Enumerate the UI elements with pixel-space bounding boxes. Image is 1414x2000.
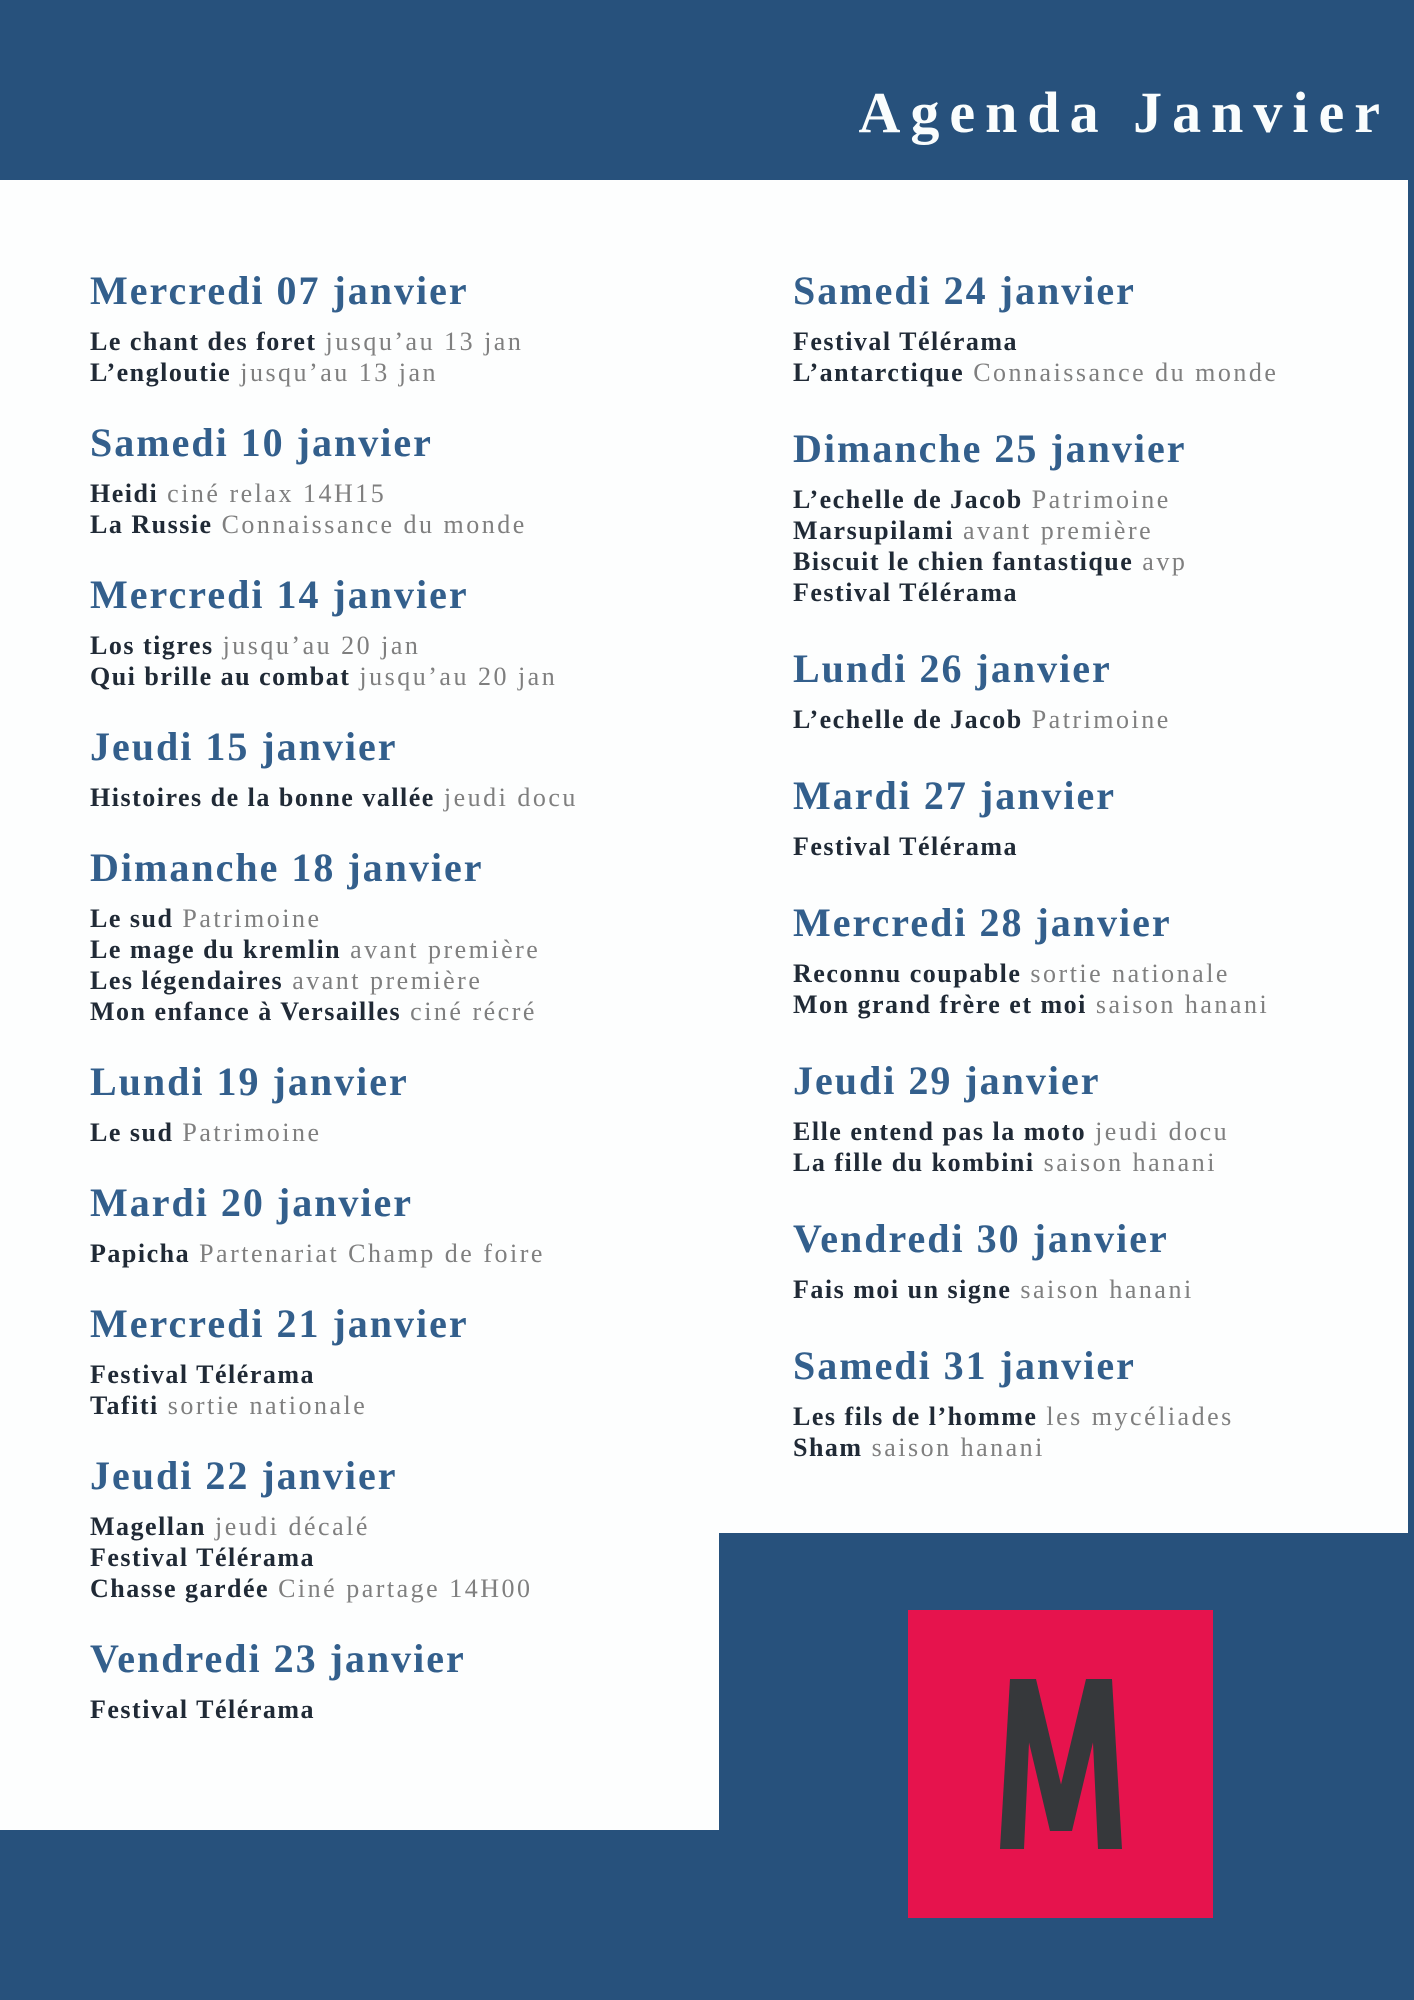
film-title: La Russie bbox=[90, 510, 213, 539]
day-section bbox=[793, 1058, 1393, 1178]
day-heading: Dimanche 18 janvier bbox=[90, 845, 484, 890]
screening-entry bbox=[90, 1542, 750, 1573]
film-title: La fille du kombini bbox=[793, 1148, 1035, 1177]
screening-entry bbox=[90, 326, 750, 357]
screening-entry bbox=[90, 1573, 750, 1604]
film-note: sortie nationale bbox=[1021, 959, 1230, 988]
day-heading: Samedi 31 janvier bbox=[793, 1343, 1136, 1388]
film-title: L’antarctique bbox=[793, 358, 965, 387]
day-heading: Samedi 24 janvier bbox=[793, 268, 1136, 313]
screening-entry bbox=[90, 478, 750, 509]
screening-entry bbox=[793, 1401, 1393, 1432]
screening-entry bbox=[793, 1274, 1393, 1305]
film-title: Papicha bbox=[90, 1239, 191, 1268]
film-note: jeudi docu bbox=[434, 783, 578, 812]
screening-entry bbox=[90, 661, 750, 692]
film-title: Qui brille au combat bbox=[90, 662, 351, 691]
screening-entry bbox=[90, 1694, 750, 1725]
film-note: sortie nationale bbox=[158, 1391, 368, 1420]
screening-entry bbox=[793, 1147, 1393, 1178]
day-section bbox=[90, 572, 750, 692]
day-heading: Mercredi 28 janvier bbox=[793, 900, 1172, 945]
film-note: jusqu’au 13 jan bbox=[231, 358, 439, 387]
film-note: Patrimoine bbox=[173, 904, 322, 933]
day-section bbox=[90, 420, 750, 540]
day-heading: Vendredi 30 janvier bbox=[793, 1216, 1169, 1261]
screening-entry bbox=[90, 934, 750, 965]
film-title: Festival Télérama bbox=[793, 578, 1019, 607]
day-section bbox=[90, 1301, 750, 1421]
screening-entry bbox=[793, 1116, 1393, 1147]
screening-entry bbox=[90, 1359, 750, 1390]
day-section bbox=[793, 268, 1393, 388]
film-note: Ciné partage 14H00 bbox=[269, 1574, 533, 1603]
screening-entry bbox=[793, 326, 1393, 357]
film-title: Sham bbox=[793, 1433, 863, 1462]
film-note: Patrimoine bbox=[1022, 705, 1171, 734]
film-note: jusqu’au 20 jan bbox=[213, 631, 421, 660]
day-section bbox=[793, 1216, 1393, 1305]
film-title: Festival Télérama bbox=[793, 832, 1019, 861]
cinema-logo bbox=[908, 1610, 1213, 1918]
day-section bbox=[90, 1059, 750, 1148]
day-section bbox=[90, 1180, 750, 1269]
screening-entry bbox=[90, 1511, 750, 1542]
day-section bbox=[90, 845, 750, 1027]
film-title: L’echelle de Jacob bbox=[793, 485, 1023, 514]
film-title: Histoires de la bonne vallée bbox=[90, 783, 435, 812]
screening-entry bbox=[793, 1432, 1393, 1463]
film-note: saison hanani bbox=[1011, 1275, 1194, 1304]
screening-entry bbox=[90, 357, 750, 388]
day-heading: Vendredi 23 janvier bbox=[90, 1636, 466, 1681]
day-heading: Jeudi 15 janvier bbox=[90, 724, 398, 769]
day-heading: Mercredi 14 janvier bbox=[90, 572, 469, 617]
screening-entry bbox=[90, 1238, 750, 1269]
page-title: Agenda Janvier bbox=[858, 80, 1390, 145]
day-section bbox=[793, 773, 1393, 862]
agenda-column-right bbox=[793, 268, 1393, 1501]
screening-entry bbox=[793, 357, 1393, 388]
screening-entry bbox=[90, 782, 750, 813]
film-title: Le sud bbox=[90, 904, 174, 933]
day-heading: Jeudi 29 janvier bbox=[793, 1058, 1101, 1103]
film-note: Patrimoine bbox=[1022, 485, 1171, 514]
screening-entry bbox=[793, 515, 1393, 546]
film-note: Connaissance du monde bbox=[212, 510, 527, 539]
screening-entry bbox=[793, 484, 1393, 515]
screening-entry bbox=[793, 989, 1393, 1020]
film-note: Connaissance du monde bbox=[964, 358, 1279, 387]
screening-entry bbox=[793, 831, 1393, 862]
day-heading: Mercredi 07 janvier bbox=[90, 268, 469, 313]
film-note: Patrimoine bbox=[173, 1118, 322, 1147]
day-heading: Lundi 26 janvier bbox=[793, 646, 1112, 691]
screening-entry bbox=[793, 577, 1393, 608]
film-title: Reconnu coupable bbox=[793, 959, 1022, 988]
day-heading: Mardi 27 janvier bbox=[793, 773, 1117, 818]
day-section bbox=[90, 1453, 750, 1604]
film-title: Tafiti bbox=[90, 1391, 159, 1420]
film-title: Festival Télérama bbox=[90, 1695, 316, 1724]
film-note: Partenariat Champ de foire bbox=[190, 1239, 545, 1268]
film-title: Le mage du kremlin bbox=[90, 935, 342, 964]
day-section bbox=[793, 646, 1393, 735]
day-section bbox=[793, 1343, 1393, 1463]
day-heading: Mercredi 21 janvier bbox=[90, 1301, 469, 1346]
day-section bbox=[90, 1636, 750, 1725]
film-title: Chasse gardée bbox=[90, 1574, 270, 1603]
film-note: jusqu’au 13 jan bbox=[316, 327, 524, 356]
film-title: Les légendaires bbox=[90, 966, 284, 995]
day-heading: Dimanche 25 janvier bbox=[793, 426, 1187, 471]
day-section bbox=[793, 900, 1393, 1020]
film-title: Le chant des foret bbox=[90, 327, 317, 356]
film-title: Mon grand frère et moi bbox=[793, 990, 1087, 1019]
screening-entry bbox=[793, 546, 1393, 577]
film-note: ciné relax 14H15 bbox=[158, 479, 387, 508]
film-title: Mon enfance à Versailles bbox=[90, 997, 402, 1026]
film-note: jeudi décalé bbox=[206, 1512, 370, 1541]
day-heading: Samedi 10 janvier bbox=[90, 420, 433, 465]
film-title: Le sud bbox=[90, 1118, 174, 1147]
film-note: les mycéliades bbox=[1037, 1402, 1234, 1431]
right-edge-strip bbox=[1408, 0, 1414, 2000]
film-note: ciné récré bbox=[401, 997, 537, 1026]
screening-entry bbox=[90, 965, 750, 996]
film-note: saison hanani bbox=[1034, 1148, 1217, 1177]
screening-entry bbox=[90, 509, 750, 540]
film-note: avant première bbox=[283, 966, 483, 995]
screening-entry bbox=[90, 1117, 750, 1148]
film-title: Los tigres bbox=[90, 631, 214, 660]
screening-entry bbox=[90, 903, 750, 934]
screening-entry bbox=[793, 704, 1393, 735]
film-note: jeudi docu bbox=[1086, 1117, 1230, 1146]
screening-entry bbox=[90, 1390, 750, 1421]
film-title: Elle entend pas la moto bbox=[793, 1117, 1087, 1146]
film-title: Biscuit le chien fantastique bbox=[793, 547, 1134, 576]
film-title: Heidi bbox=[90, 479, 159, 508]
film-note: jusqu’au 20 jan bbox=[350, 662, 558, 691]
film-note: avant première bbox=[341, 935, 541, 964]
screening-entry bbox=[90, 996, 750, 1027]
screening-entry bbox=[90, 630, 750, 661]
day-heading: Lundi 19 janvier bbox=[90, 1059, 409, 1104]
film-title: Festival Télérama bbox=[793, 327, 1019, 356]
day-section bbox=[793, 426, 1393, 608]
film-note: saison hanani bbox=[862, 1433, 1045, 1462]
day-section bbox=[90, 724, 750, 813]
film-title: Les fils de l’homme bbox=[793, 1402, 1038, 1431]
film-title: Festival Télérama bbox=[90, 1543, 316, 1572]
logo-m-icon bbox=[986, 1679, 1136, 1849]
header-band bbox=[0, 0, 1414, 180]
film-title: Magellan bbox=[90, 1512, 206, 1541]
agenda-column-left bbox=[90, 268, 750, 1757]
film-title: Fais moi un signe bbox=[793, 1275, 1012, 1304]
film-title: Marsupilami bbox=[793, 516, 954, 545]
day-heading: Jeudi 22 janvier bbox=[90, 1453, 398, 1498]
film-title: L’echelle de Jacob bbox=[793, 705, 1023, 734]
film-note: avant première bbox=[953, 516, 1154, 545]
day-heading: Mardi 20 janvier bbox=[90, 1180, 414, 1225]
film-title: L’engloutie bbox=[90, 358, 232, 387]
film-title: Festival Télérama bbox=[90, 1360, 316, 1389]
screening-entry bbox=[793, 958, 1393, 989]
day-section bbox=[90, 268, 750, 388]
film-note: avp bbox=[1133, 547, 1188, 576]
film-note: saison hanani bbox=[1086, 990, 1270, 1019]
